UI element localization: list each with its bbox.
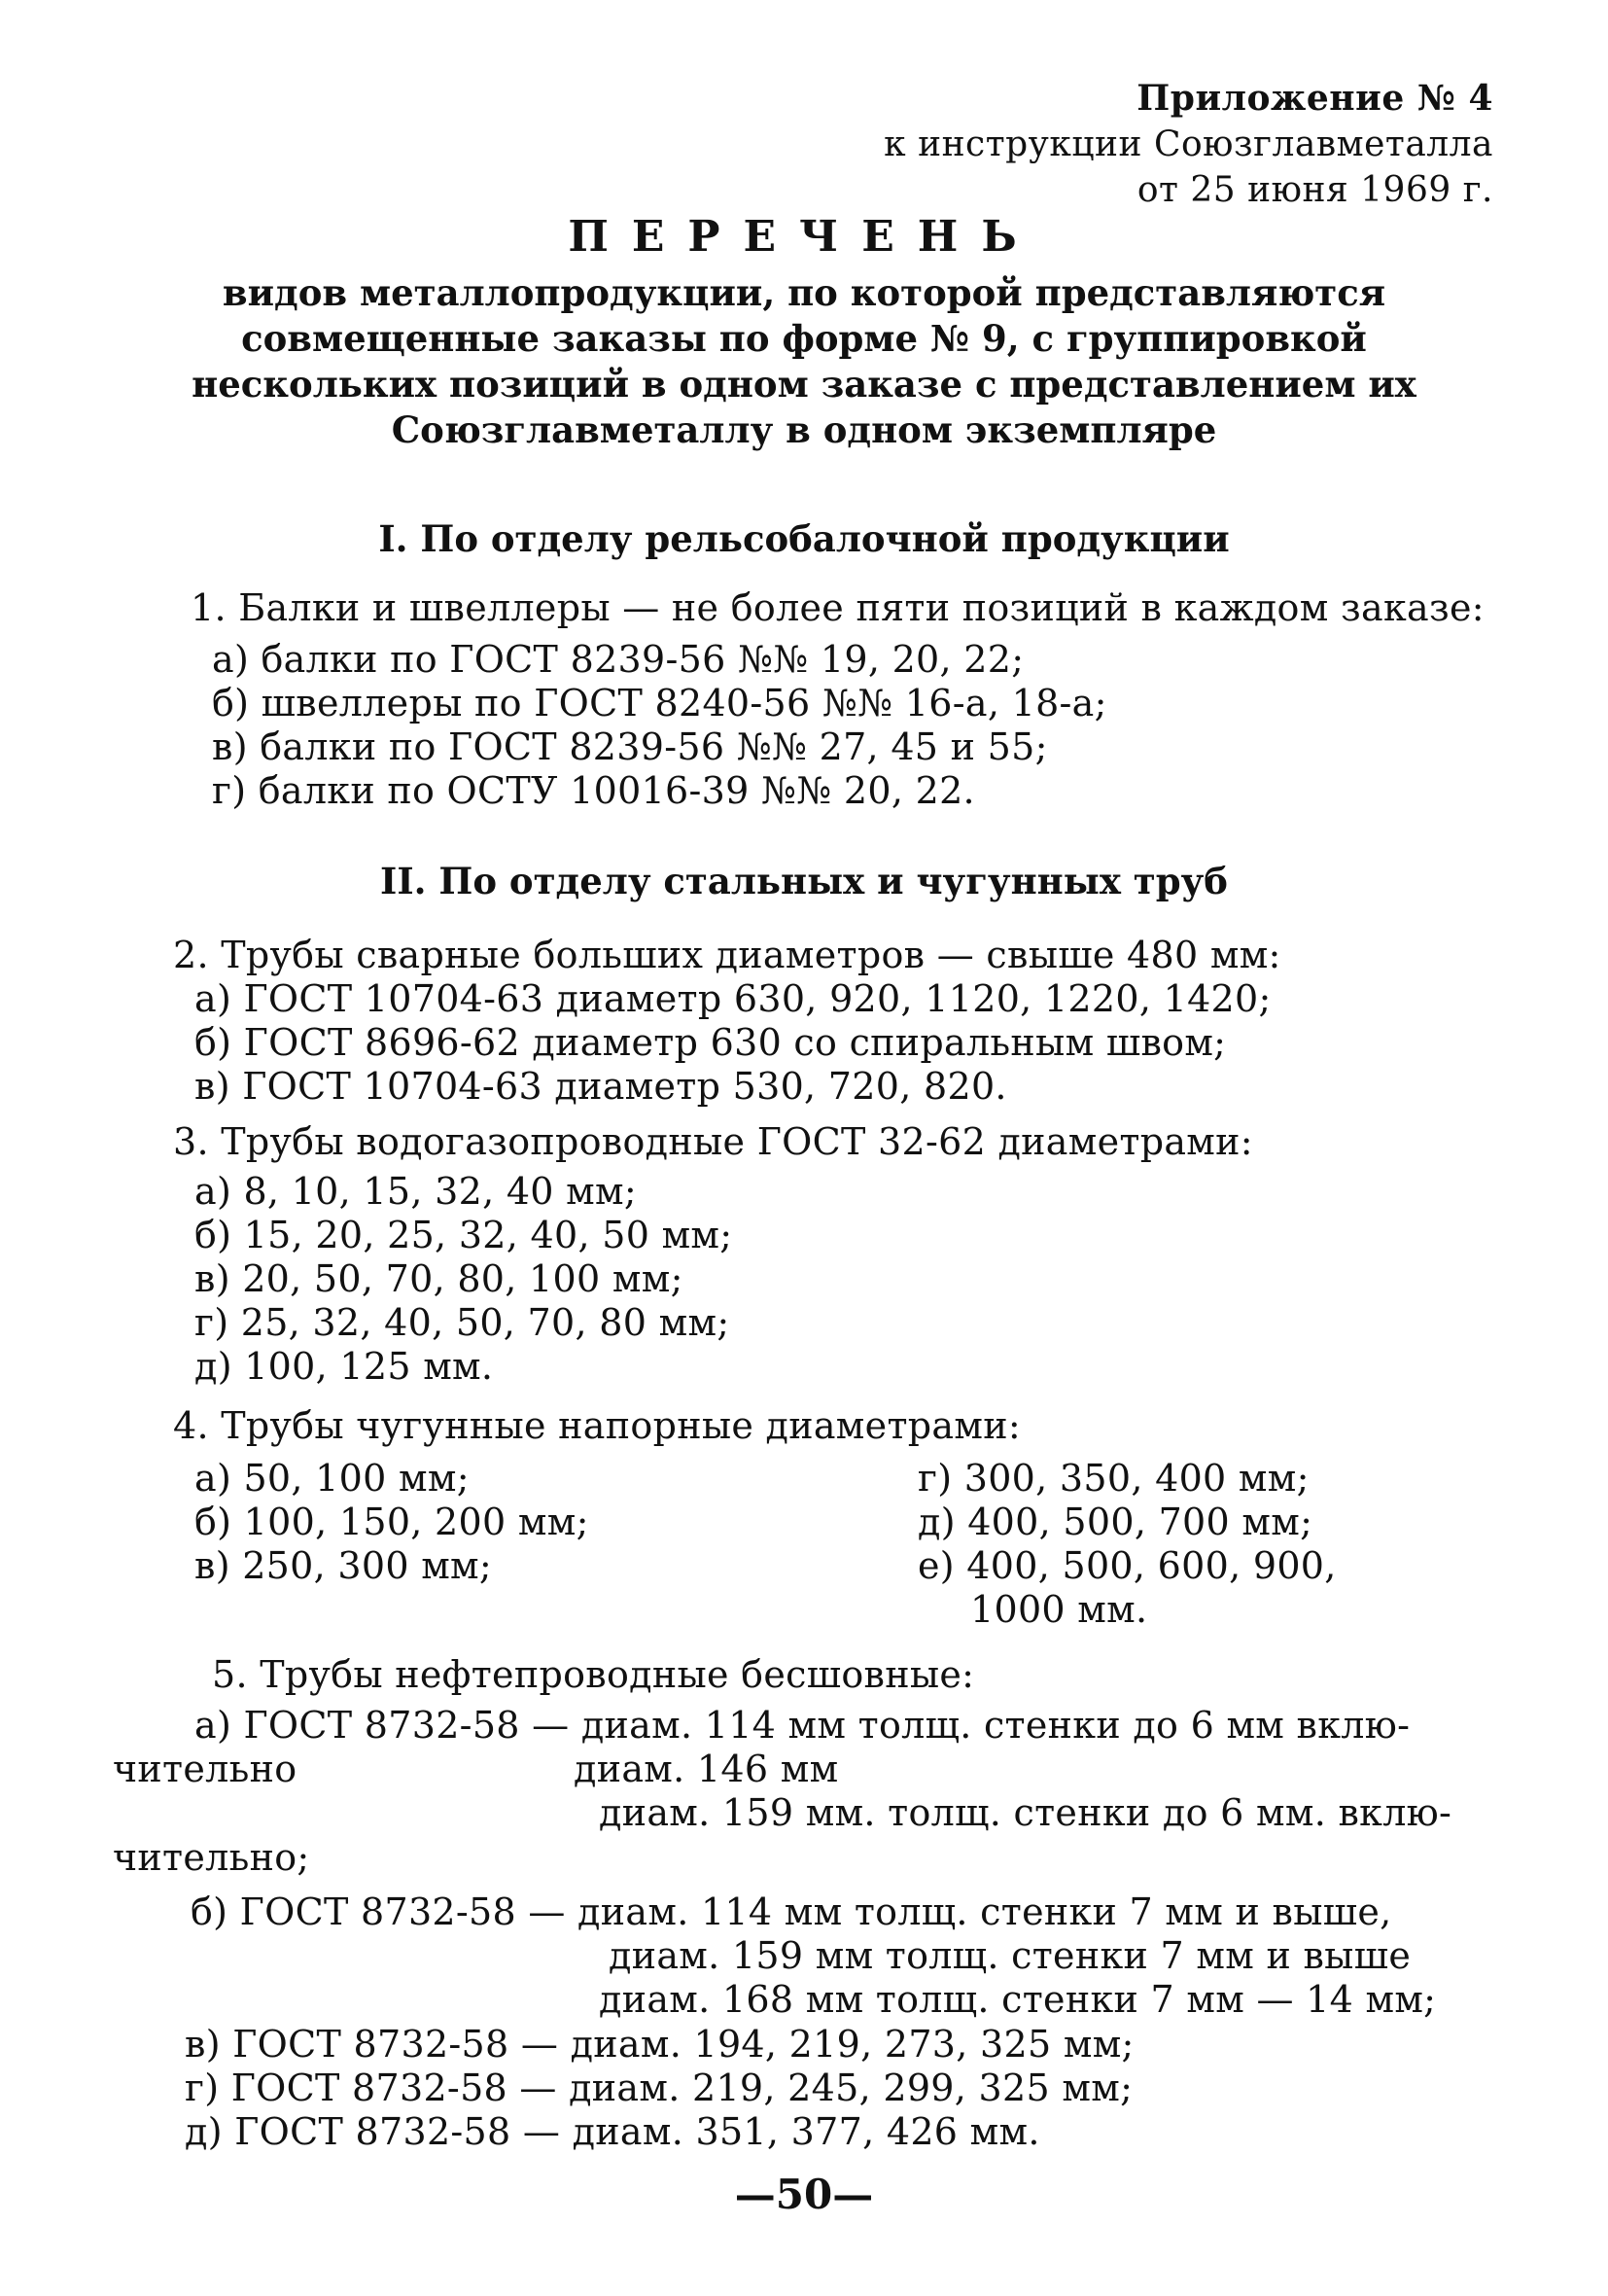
document-title: ПЕРЕЧЕНЬ (568, 212, 1040, 262)
item-5-b-line1: б) ГОСТ 8732-58 — диам. 114 мм толщ. стенки 7 мм и выше, (191, 1890, 1392, 1933)
item-5-a-line2-right: диам. 146 мм (574, 1748, 839, 1790)
item-1-v: в) балки по ГОСТ 8239-56 №№ 27, 45 и 55; (212, 725, 1048, 768)
item-2-a: а) ГОСТ 10704-63 диаметр 630, 920, 1120, 1220, 1420; (194, 977, 1272, 1020)
item-1-a: а) балки по ГОСТ 8239-56 №№ 19, 20, 22; (212, 638, 1025, 681)
page-number: —50— (734, 2171, 874, 2218)
item-4-v: в) 250, 300 мм; (194, 1544, 493, 1587)
subtitle-line: нескольких позиций в одном заказе с представлением их (192, 363, 1416, 406)
item-5-b-line3: диам. 168 мм толщ. стенки 7 мм — 14 мм; (599, 1978, 1437, 2021)
item-3-b: б) 15, 20, 25, 32, 40, 50 мм; (194, 1214, 733, 1256)
item-5-b-line2: диам. 159 мм толщ. стенки 7 мм и выше (609, 1934, 1412, 1977)
subtitle-line: совмещенные заказы по форме № 9, с группировкой (241, 317, 1367, 360)
item-3-a: а) 8, 10, 15, 32, 40 мм; (194, 1170, 637, 1213)
item-2-title: 2. Трубы сварные больших диаметров — свыше 480 мм: (173, 934, 1281, 976)
annex-number: Приложение № 4 (1136, 78, 1493, 119)
item-5-title: 5. Трубы нефтепроводные бесшовные: (212, 1653, 975, 1696)
item-4-a: а) 50, 100 мм; (194, 1457, 470, 1500)
item-3-title: 3. Трубы водогазопроводные ГОСТ 32-62 диаметрами: (173, 1120, 1253, 1163)
item-1-g: г) балки по ОСТУ 10016-39 №№ 20, 22. (212, 769, 975, 812)
document-subtitle (117, 270, 1491, 453)
item-2-v: в) ГОСТ 10704-63 диаметр 530, 720, 820. (194, 1065, 1007, 1108)
item-3-g: г) 25, 32, 40, 50, 70, 80 мм; (194, 1301, 730, 1344)
item-4-title: 4. Трубы чугунные напорные диаметрами: (173, 1404, 1021, 1447)
item-5-a-line3: диам. 159 мм. толщ. стенки до 6 мм. вклю- (599, 1791, 1452, 1834)
item-4-b: б) 100, 150, 200 мм; (194, 1501, 589, 1543)
item-2-b: б) ГОСТ 8696-62 диаметр 630 со спиральным швом; (194, 1021, 1227, 1064)
item-4-e-continued: 1000 мм. (970, 1588, 1148, 1631)
subtitle-line: видов металлопродукции, по которой представляются (222, 271, 1386, 314)
item-5-g: г) ГОСТ 8732-58 — диам. 219, 245, 299, 325 мм; (185, 2066, 1134, 2109)
item-4-d: д) 400, 500, 700 мм; (918, 1501, 1313, 1543)
annex-date: от 25 июня 1969 г. (1136, 170, 1493, 210)
item-5-a-line4: чительно; (113, 1836, 310, 1879)
item-5-a-line2-left: чительно (113, 1748, 297, 1790)
item-3-v: в) 20, 50, 70, 80, 100 мм; (194, 1257, 683, 1300)
annex-reference (884, 76, 1493, 213)
item-5-a-line1: а) ГОСТ 8732-58 — диам. 114 мм толщ. стенки до 6 мм вклю- (194, 1704, 1411, 1747)
item-4-g: г) 300, 350, 400 мм; (918, 1457, 1310, 1500)
item-1-title: 1. Балки и швеллеры — не более пяти позиций в каждом заказе: (191, 586, 1485, 629)
annex-instruction: к инструкции Союзглавметалла (884, 124, 1493, 164)
item-4-e: е) 400, 500, 600, 900, (918, 1544, 1337, 1587)
item-1-b: б) швеллеры по ГОСТ 8240-56 №№ 16-а, 18-а; (212, 682, 1107, 724)
section-1-heading: I. По отделу рельсобалочной продукции (378, 517, 1230, 560)
item-5-d: д) ГОСТ 8732-58 — диам. 351, 377, 426 мм. (185, 2110, 1040, 2153)
item-3-d: д) 100, 125 мм. (194, 1345, 494, 1388)
item-5-v: в) ГОСТ 8732-58 — диам. 194, 219, 273, 325 мм; (185, 2023, 1135, 2066)
subtitle-line: Союзглавметаллу в одном экземпляре (391, 408, 1217, 451)
section-2-heading: II. По отделу стальных и чугунных труб (380, 860, 1228, 902)
